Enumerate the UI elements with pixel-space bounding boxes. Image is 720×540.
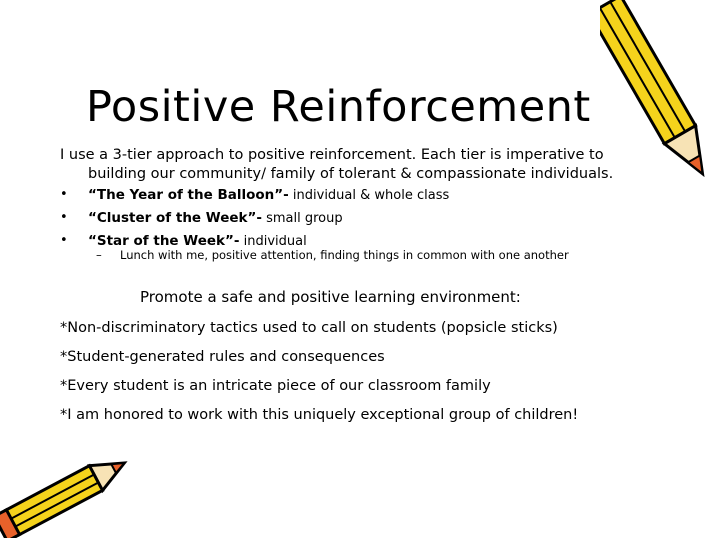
tier-name: “Cluster of the Week”-	[88, 210, 262, 226]
tier-desc: individual & whole class	[288, 188, 450, 203]
tier-name: “The Year of the Balloon”-	[88, 187, 289, 203]
list-item	[60, 207, 449, 230]
tier-list	[60, 184, 449, 253]
point-item: *I am honored to work with this uniquely exceptional group of children!	[60, 407, 579, 423]
promote-heading: Promote a safe and positive learning environment:	[140, 288, 521, 306]
intro-line-2: building our community/ family of tolerant & compassionate individuals.	[88, 166, 614, 182]
dash-icon: –	[96, 248, 102, 262]
sub-item-text: Lunch with me, positive attention, finding things in common with one another	[120, 248, 569, 262]
tier-desc: individual	[239, 234, 307, 249]
sub-item	[96, 248, 569, 262]
tier-desc: small group	[261, 211, 343, 226]
intro-line-1: I use a 3-tier approach to positive reinforcement. Each tier is imperative to	[60, 147, 604, 163]
bullet-icon: •	[60, 187, 68, 202]
intro-text	[60, 146, 620, 184]
pencil-clipart-bottom-left	[0, 448, 140, 538]
bullet-icon: •	[60, 210, 68, 225]
point-item: *Student-generated rules and consequences	[60, 349, 385, 365]
point-item: *Non-discriminatory tactics used to call on students (popsicle sticks)	[60, 320, 558, 336]
tier-name: “Star of the Week”-	[88, 233, 240, 249]
point-item: *Every student is an intricate piece of our classroom family	[60, 378, 491, 394]
bullet-icon: •	[60, 233, 68, 248]
list-item	[60, 184, 449, 207]
slide-title: Positive Reinforcement	[86, 82, 591, 132]
